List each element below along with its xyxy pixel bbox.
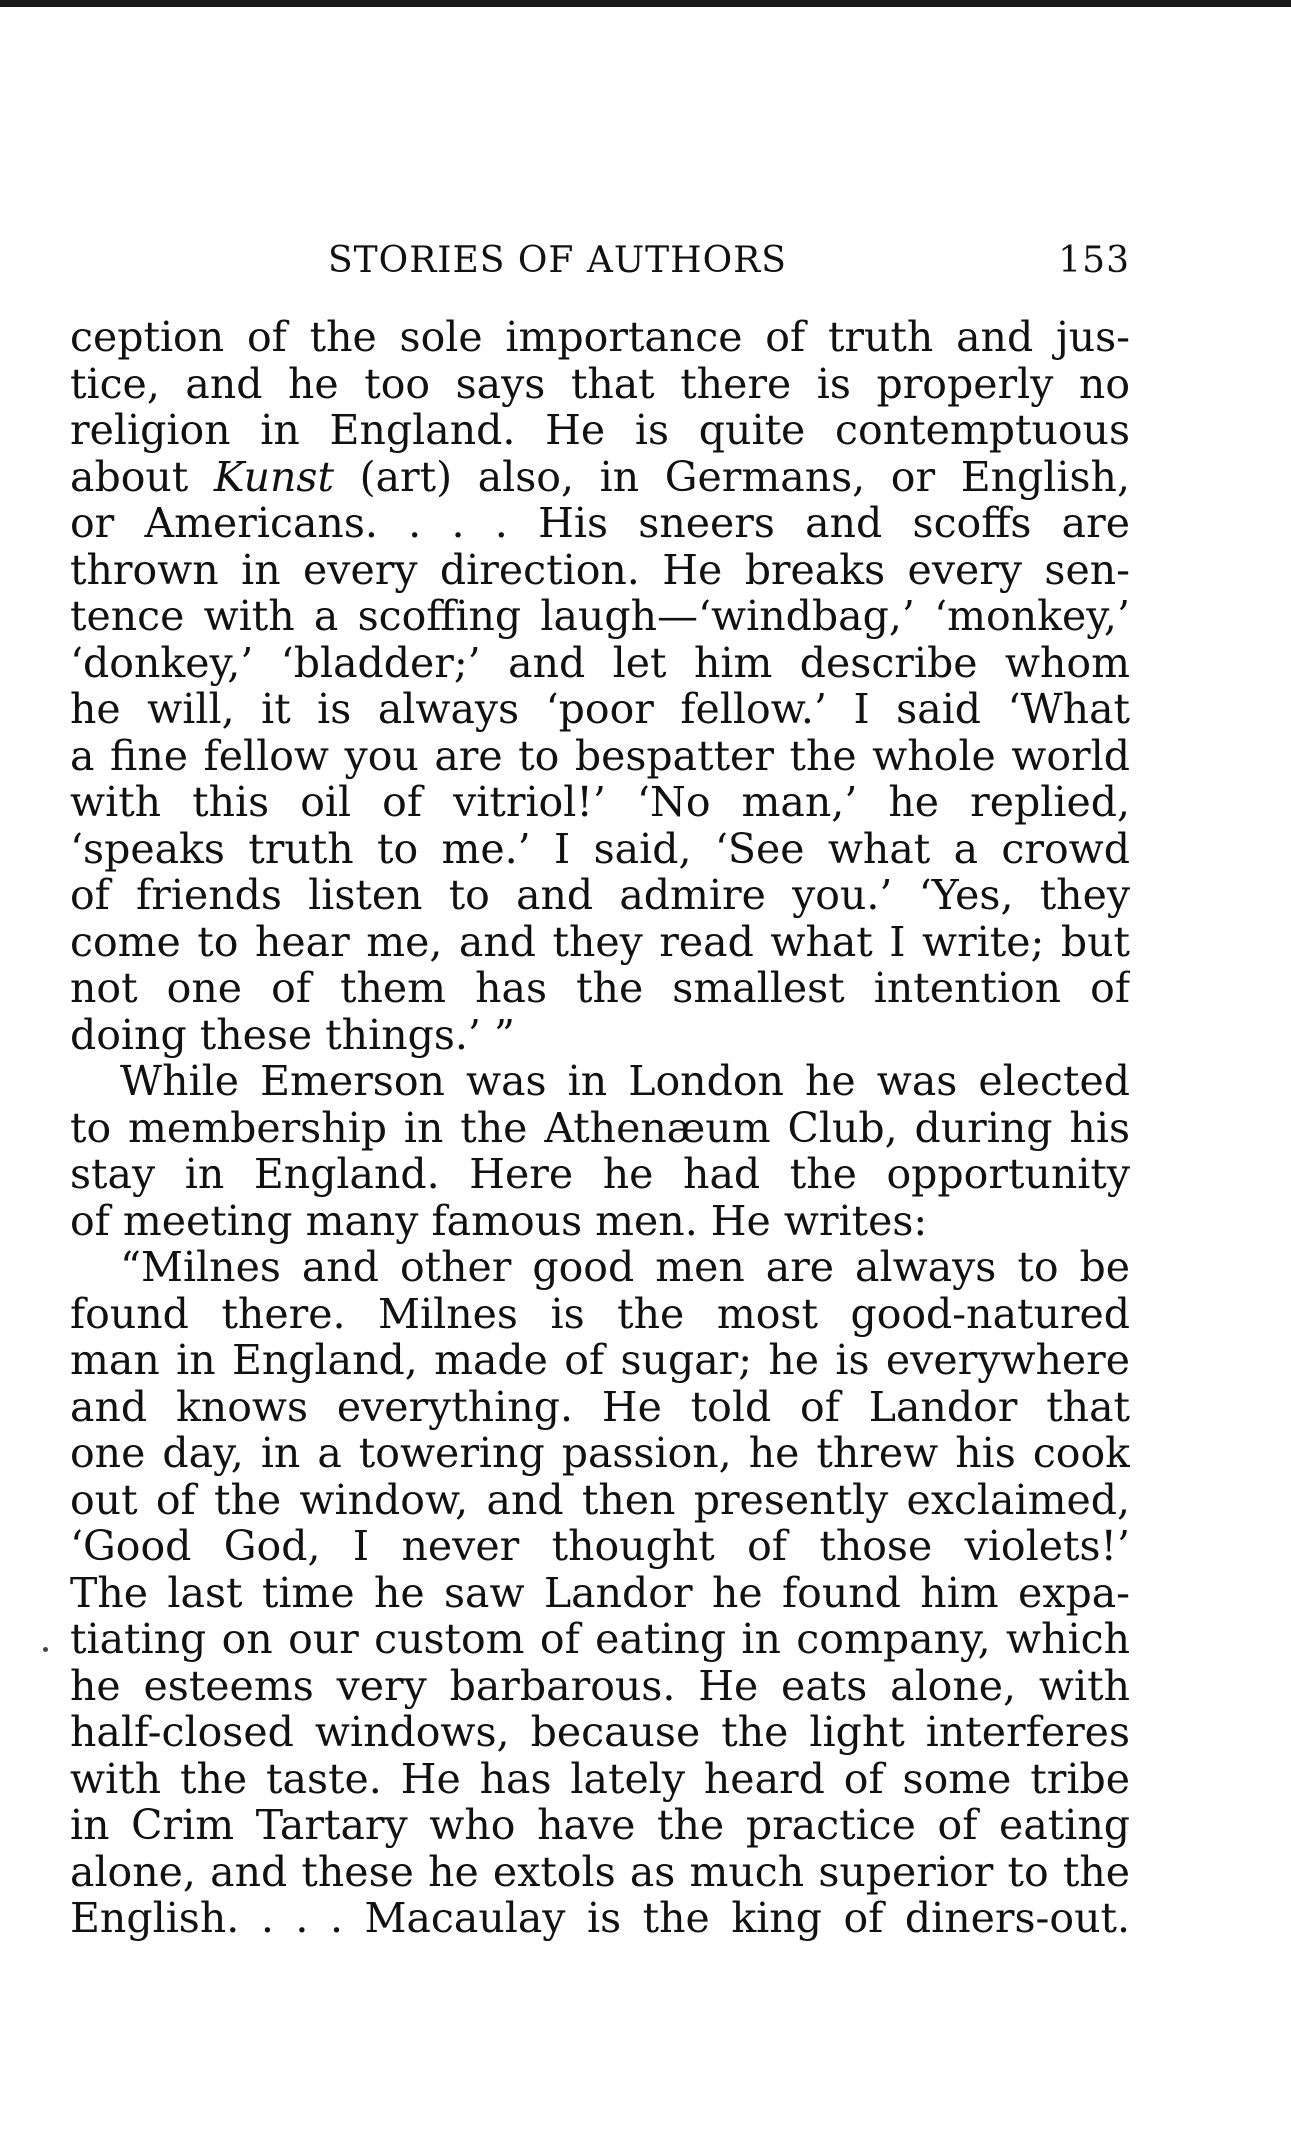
text-line: to membership in the Athenæum Club, during his (70, 1104, 1130, 1151)
text-line: a fine fellow you are to bespatter the whole world (70, 732, 1130, 779)
text-line: tice, and he too says that there is properly no (70, 360, 1130, 407)
text-line: man in England, made of sugar; he is everywhere (70, 1337, 1130, 1384)
text-line: of friends listen to and admire you.’ ‘Yes, they (70, 872, 1130, 919)
text-line: about Kunst (art) also, in Germans, or English, (70, 453, 1130, 500)
body-text (70, 314, 1130, 1942)
text-line: religion in England. He is quite contemptuous (70, 407, 1130, 454)
text-line: ception of the sole importance of truth and jus- (70, 314, 1130, 361)
text-line: ‘donkey,’ ‘bladder;’ and let him describe whom (70, 639, 1130, 686)
text-line: The last time he saw Landor he found him expa- (70, 1569, 1130, 1616)
page-number: 153 (1058, 240, 1130, 281)
text-line: While Emerson was in London he was elected (120, 1058, 1130, 1105)
text-line: or Americans. . . . His sneers and scoffs are (70, 500, 1130, 547)
text-line: “Milnes and other good men are always to be (120, 1244, 1130, 1291)
text-line: tence with a scoffing laugh—‘windbag,’ ‘monkey,’ (70, 593, 1130, 640)
running-header (70, 236, 1130, 286)
text-line: he will, it is always ‘poor fellow.’ I said ‘What (70, 686, 1130, 733)
text-line: ‘speaks truth to me.’ I said, ‘See what a crowd (70, 825, 1130, 872)
text-line: found there. Milnes is the most good-natured (70, 1290, 1130, 1337)
text-line: come to hear me, and they read what I write; but (70, 918, 1130, 965)
text-line: one day, in a towering passion, he threw his cook (70, 1430, 1130, 1477)
running-title: STORIES OF AUTHORS (328, 240, 787, 281)
italic-word: Kunst (213, 453, 334, 500)
text-line: English. . . . Macaulay is the king of diners-out. (70, 1895, 1130, 1942)
text-line: out of the window, and then presently exclaimed, (70, 1476, 1130, 1523)
text-line: alone, and these he extols as much superior to the (70, 1848, 1130, 1895)
text-line: of meeting many famous men. He writes: (70, 1197, 928, 1244)
text-line: with the taste. He has lately heard of some tribe (70, 1755, 1130, 1802)
text-line: half-closed windows, because the light interferes (70, 1709, 1130, 1756)
page-top-edge (0, 0, 1291, 7)
text-line: ‘Good God, I never thought of those violets!’ (70, 1523, 1130, 1570)
text-line: with this oil of vitriol!’ ‘No man,’ he replied, (70, 779, 1130, 826)
text-line: doing these things.’ ” (70, 1011, 515, 1058)
text-line: and knows everything. He told of Landor that (70, 1383, 1130, 1430)
text-line: he esteems very barbarous. He eats alone, with (70, 1662, 1130, 1709)
text-line: not one of them has the smallest intention of (70, 965, 1130, 1012)
margin-speck (43, 1647, 48, 1652)
text-line: stay in England. Here he had the opportunity (70, 1151, 1130, 1198)
text-line: thrown in every direction. He breaks every sen- (70, 546, 1130, 593)
text-line: in Crim Tartary who have the practice of eating (70, 1802, 1130, 1849)
text-line: tiating on our custom of eating in company, which (70, 1616, 1130, 1663)
